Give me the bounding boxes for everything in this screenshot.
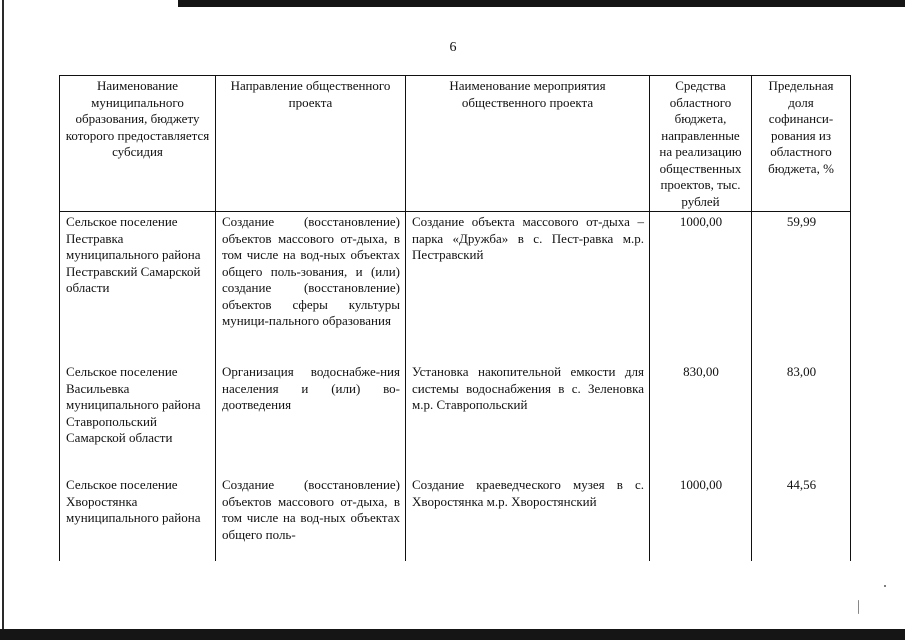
cell-municipality: Сельское поселение Васильевка муниципального района Ставропольский Самарской области: [60, 361, 216, 474]
scan-top-border: [178, 0, 905, 7]
cell-share: 59,99: [752, 212, 851, 362]
scan-bottom-border: [0, 629, 905, 640]
cell-funds: 1000,00: [650, 212, 752, 362]
cell-share: 83,00: [752, 361, 851, 474]
cell-activity: Установка накопительной емкости для системы водоснабжения в с. Зеленовка м.р. Ставропольский: [406, 361, 650, 474]
header-municipality: Наименование муниципального образования, бюджету которого предоставляется субсидия: [60, 76, 216, 212]
header-direction: Направление общественного проекта: [216, 76, 406, 212]
page-number: 6: [449, 40, 457, 55]
cell-share: 44,56: [752, 474, 851, 561]
table-row: [60, 361, 851, 474]
header-activity: Наименование мероприятия общественного проекта: [406, 76, 650, 212]
scan-speck: [884, 585, 886, 587]
cell-municipality: Сельское поселение Пестравка муниципального района Пестравский Самарской области: [60, 212, 216, 362]
cell-direction: Создание (восстановление) объектов массового от-дыха, в том числе на вод-ных объектах общего поль-: [216, 474, 406, 561]
table-header-row: [60, 76, 851, 212]
table-row: [60, 212, 851, 362]
cell-municipality: Сельское поселение Хворостянка муниципального района: [60, 474, 216, 561]
cell-funds: 1000,00: [650, 474, 752, 561]
cell-funds: 830,00: [650, 361, 752, 474]
scan-speck: [858, 600, 859, 614]
scan-left-edge: [2, 0, 4, 640]
header-funds: Средства областного бюджета, направленные на реализацию общественных проектов, тыс. рублей: [650, 76, 752, 212]
subsidy-table: [59, 75, 851, 561]
header-share: Предельная доля софинанси-рования из областного бюджета, %: [752, 76, 851, 212]
cell-activity: Создание краеведческого музея в с. Хворостянка м.р. Хворостянский: [406, 474, 650, 561]
table-row: [60, 474, 851, 561]
cell-activity: Создание объекта массового от-дыха – парка «Дружба» в с. Пест-равка м.р. Пестравский: [406, 212, 650, 362]
cell-direction: Создание (восстановление) объектов массового от-дыха, в том числе на вод-ных объектах общего поль-зования, и (или) создание (восстановление) объектов сферы культуры муници-пального образования: [216, 212, 406, 362]
cell-direction: Организация водоснабже-ния населения и (или) во-доотведения: [216, 361, 406, 474]
